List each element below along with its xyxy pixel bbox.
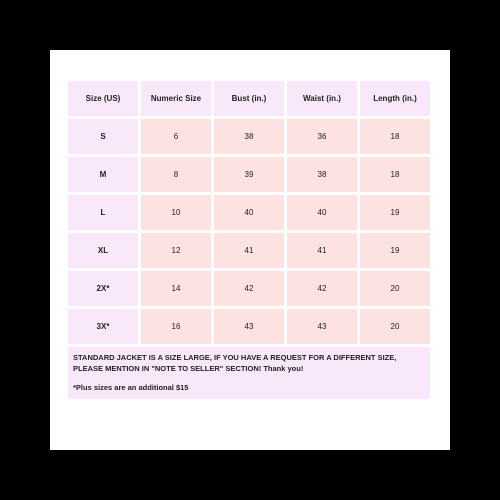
length-cell: 20 [360, 271, 430, 306]
size-cell: XL [68, 233, 138, 268]
bust-cell: 40 [214, 195, 284, 230]
length-cell: 20 [360, 309, 430, 344]
numeric-cell: 16 [141, 309, 211, 344]
waist-cell: 40 [287, 195, 357, 230]
size-chart-table [68, 81, 430, 344]
bust-cell: 38 [214, 119, 284, 154]
size-cell: 3X* [68, 309, 138, 344]
standard-jacket-note: STANDARD JACKET IS A SIZE LARGE, IF YOU HAVE A REQUEST FOR A DIFFERENT SIZE, [73, 353, 397, 362]
numeric-cell: 8 [141, 157, 211, 192]
waist-cell: 43 [287, 309, 357, 344]
length-cell: 18 [360, 157, 430, 192]
numeric-cell: 10 [141, 195, 211, 230]
size-cell: S [68, 119, 138, 154]
bust-cell: 39 [214, 157, 284, 192]
header-bust: Bust (in.) [214, 81, 284, 116]
header-size-us: Size (US) [68, 81, 138, 116]
length-cell: 19 [360, 233, 430, 268]
waist-cell: 36 [287, 119, 357, 154]
header-length: Length (in.) [360, 81, 430, 116]
size-cell: L [68, 195, 138, 230]
length-cell: 19 [360, 195, 430, 230]
waist-cell: 38 [287, 157, 357, 192]
note-to-seller-note: PLEASE MENTION IN "NOTE TO SELLER" SECTION! Thank you! [73, 364, 304, 373]
size-cell: 2X* [68, 271, 138, 306]
bust-cell: 41 [214, 233, 284, 268]
waist-cell: 41 [287, 233, 357, 268]
numeric-cell: 14 [141, 271, 211, 306]
size-cell: M [68, 157, 138, 192]
bust-cell: 43 [214, 309, 284, 344]
size-note-box [68, 347, 430, 399]
plus-size-note: *Plus sizes are an additional $15 [73, 383, 189, 392]
numeric-cell: 12 [141, 233, 211, 268]
bust-cell: 42 [214, 271, 284, 306]
header-numeric-size: Numeric Size [141, 81, 211, 116]
length-cell: 18 [360, 119, 430, 154]
waist-cell: 42 [287, 271, 357, 306]
header-waist: Waist (in.) [287, 81, 357, 116]
numeric-cell: 6 [141, 119, 211, 154]
